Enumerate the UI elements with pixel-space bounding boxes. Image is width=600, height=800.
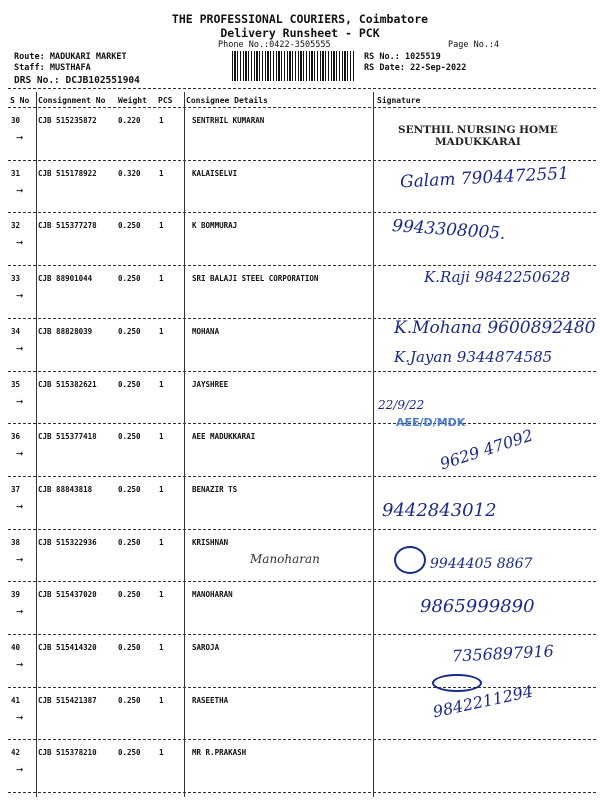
row-separator xyxy=(8,371,596,372)
row-consignee: MANOHARAN xyxy=(192,590,233,600)
row-separator xyxy=(8,792,596,793)
row-separator xyxy=(8,212,596,213)
signature-41: 7356897916 xyxy=(451,641,555,666)
rs-date-label: RS Date: xyxy=(364,63,405,73)
col-divider xyxy=(36,92,37,797)
rs-no-label: RS No.: xyxy=(364,52,400,62)
row-consignment-no: CJB 515322936 xyxy=(38,537,97,547)
row-tick-mark: → xyxy=(16,288,24,303)
signature-37: 9629 47092 xyxy=(437,425,536,474)
staff-value: MUSTHAFA xyxy=(49,63,91,73)
row-consignee: SRI BALAJI STEEL CORPORATION xyxy=(192,274,319,284)
row-sno: 31 xyxy=(11,168,21,178)
row-consignee: RASEETHA xyxy=(192,695,229,705)
senthil-nursing-stamp xyxy=(398,124,558,148)
rs-date-value: 22-Sep-2022 xyxy=(410,63,467,73)
drs-field xyxy=(14,75,140,86)
route-label: Route: xyxy=(14,52,45,62)
row-pcs: 1 xyxy=(159,274,164,284)
staff-field xyxy=(14,63,91,73)
route-value: MADUKARI MARKET xyxy=(49,52,127,62)
row-consignee: BENAZIR TS xyxy=(192,484,238,494)
stamp-line-1: SENTHIL NURSING HOME xyxy=(398,124,558,136)
drs-value: DCJB102551904 xyxy=(65,75,140,86)
col-consignment: Consignment No xyxy=(38,96,106,105)
row-consignment-no: CJB 515377418 xyxy=(38,432,97,442)
row-tick-mark: → xyxy=(16,551,24,566)
signature-circle xyxy=(394,546,426,574)
row-tick-mark: → xyxy=(16,709,24,724)
row-consignment-no: CJB 515377278 xyxy=(38,221,97,231)
row-sno: 41 xyxy=(11,695,21,705)
route-field xyxy=(14,52,127,62)
row-pcs: 1 xyxy=(159,221,164,231)
row-sno: 39 xyxy=(11,590,21,600)
signature-35: K.Jayan 9344874585 xyxy=(394,348,553,366)
row-separator xyxy=(8,476,596,477)
row-consignee: KRISHNAN xyxy=(192,537,229,547)
row-weight: 0.250 xyxy=(118,695,141,705)
row-tick-mark: → xyxy=(16,235,24,250)
row-weight: 0.250 xyxy=(118,274,141,284)
row-pcs: 1 xyxy=(159,590,164,600)
row-pcs: 1 xyxy=(159,116,164,125)
row-separator xyxy=(8,581,596,582)
row-tick-mark: → xyxy=(16,604,24,619)
row-weight: 0.220 xyxy=(118,116,141,125)
rs-no-value: 1025519 xyxy=(404,52,441,62)
row-tick-mark: → xyxy=(16,182,24,197)
row-pcs: 1 xyxy=(159,432,164,442)
row-sno: 37 xyxy=(11,484,21,494)
row-tick-mark: → xyxy=(16,762,24,777)
signature-34: K.Mohana 9600892480 xyxy=(394,318,596,338)
row-pcs: 1 xyxy=(159,379,164,389)
signature-32: 9943308005. xyxy=(391,216,507,244)
row-consignment-no: CJB 515421387 xyxy=(38,695,97,705)
row-separator xyxy=(8,634,596,635)
row-consignment-no: CJB 515178922 xyxy=(38,168,97,178)
row-consignment-no: CJB 88843818 xyxy=(38,484,93,494)
row-weight: 0.250 xyxy=(118,326,141,336)
row-separator xyxy=(8,160,596,161)
row-weight: 0.250 xyxy=(118,221,141,231)
row-consignee: SAROJA xyxy=(192,643,220,652)
row-tick-mark: → xyxy=(16,130,24,144)
signature-39: 9944405 8867 xyxy=(430,556,533,572)
col-sno: S No xyxy=(10,96,30,105)
col-divider xyxy=(373,92,374,797)
row-sno: 34 xyxy=(11,326,21,336)
row-consignment-no: CJB 515378210 xyxy=(38,748,97,758)
row-consignment-no: CJB 515414320 xyxy=(38,643,97,652)
signature-38: 9442843012 xyxy=(382,500,497,521)
row-separator xyxy=(8,529,596,530)
row-tick-mark: → xyxy=(16,393,24,408)
header-rule xyxy=(8,107,596,108)
row-sno: 36 xyxy=(11,432,21,442)
phone-number: Phone No.:0422-3505555 xyxy=(218,40,331,50)
row-sno: 42 xyxy=(11,748,21,758)
row-consignment-no: CJB 515235872 xyxy=(38,116,97,125)
row-weight: 0.250 xyxy=(118,590,141,600)
drs-label: DRS No.: xyxy=(14,75,60,86)
row-weight: 0.250 xyxy=(118,748,141,758)
runsheet-title: Delivery Runsheet - PCK xyxy=(220,26,380,40)
row-consignee: MR R.PRAKASH xyxy=(192,748,247,758)
rs-date-field xyxy=(364,63,466,73)
barcode-image xyxy=(232,51,354,81)
row-consignee: SENTRHIL KUMARAN xyxy=(192,116,265,125)
row-sno: 32 xyxy=(11,221,21,231)
row-pcs: 1 xyxy=(159,537,164,547)
page-number: Page No.:4 xyxy=(448,40,500,50)
row-tick-mark: → xyxy=(16,657,24,671)
row-pcs: 1 xyxy=(159,168,164,178)
table-top-rule xyxy=(8,88,596,89)
row-consignee: JAYSHREE xyxy=(192,379,229,389)
row-tick-mark: → xyxy=(16,498,24,513)
row-sno: 35 xyxy=(11,379,21,389)
row-consignment-no: CJB 515437020 xyxy=(38,590,97,600)
signature-33: K.Raji 9842250628 xyxy=(424,268,571,286)
row-weight: 0.250 xyxy=(118,484,141,494)
row-consignee: AEE MADUKKARAI xyxy=(192,432,256,442)
row-sno: 33 xyxy=(11,274,21,284)
row-pcs: 1 xyxy=(159,748,164,758)
row-weight: 0.320 xyxy=(118,168,141,178)
row-weight: 0.250 xyxy=(118,643,141,652)
row-consignee: MOHANA xyxy=(192,326,220,336)
col-weight: Weight xyxy=(118,96,147,105)
signature-31: Galam 7904472551 xyxy=(399,163,570,193)
company-title: THE PROFESSIONAL COURIERS, Coimbatore xyxy=(171,12,429,26)
row-pcs: 1 xyxy=(159,326,164,336)
row-consignment-no: CJB 88901044 xyxy=(38,274,93,284)
row-consignment-no: CJB 88828039 xyxy=(38,326,93,336)
row-weight: 0.250 xyxy=(118,432,141,442)
col-signature: Signature xyxy=(377,96,421,105)
col-pcs: PCS xyxy=(158,96,173,105)
row-weight: 0.250 xyxy=(118,379,141,389)
rs-no-field xyxy=(364,52,441,62)
row-weight: 0.250 xyxy=(118,537,141,547)
row-consignee: KALAISELVI xyxy=(192,168,238,178)
row-separator xyxy=(8,265,596,266)
row-separator xyxy=(8,739,596,740)
row-tick-mark: → xyxy=(16,340,24,355)
signature-39-note: Manoharan xyxy=(250,552,320,566)
row-consignee: K BOMMURAJ xyxy=(192,221,238,231)
stamp-line-2: MADUKKARAI xyxy=(434,136,521,148)
row-sno: 30 xyxy=(11,116,21,125)
row-sno: 38 xyxy=(11,537,21,547)
row-pcs: 1 xyxy=(159,695,164,705)
row-consignment-no: CJB 515382621 xyxy=(38,379,97,389)
col-consignee: Consignee Details xyxy=(186,96,268,105)
row-pcs: 1 xyxy=(159,643,164,652)
signature-42: 9842211294 xyxy=(431,681,535,722)
row-sno: 40 xyxy=(11,643,21,652)
row-separator xyxy=(8,423,596,424)
aee-stamp: AEE/D/MDK xyxy=(396,416,466,429)
staff-label: Staff: xyxy=(14,63,45,73)
signature-scribble xyxy=(432,674,482,692)
signature-36: 22/9/22 xyxy=(378,398,425,412)
col-divider xyxy=(184,92,185,797)
row-tick-mark: → xyxy=(16,446,24,461)
signature-40: 9865999890 xyxy=(420,596,535,617)
row-pcs: 1 xyxy=(159,484,164,494)
